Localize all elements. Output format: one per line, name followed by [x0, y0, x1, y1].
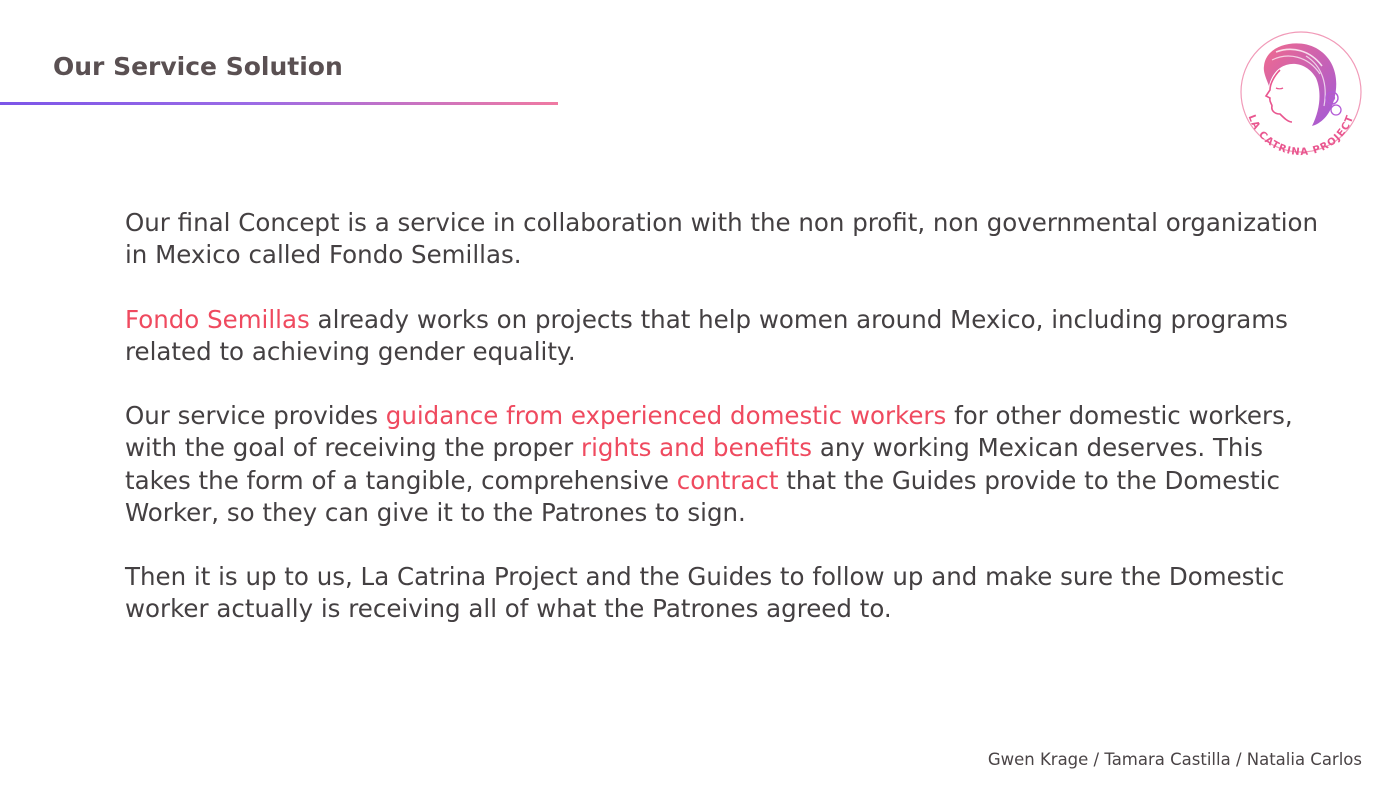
highlight-text: rights and benefits	[581, 433, 813, 463]
svg-text:LA CATRINA PROJECT	[1246, 113, 1357, 158]
paragraph-text: Our service provides	[125, 401, 386, 431]
slide-title: Our Service Solution	[53, 52, 343, 81]
highlight-text: guidance from experienced domestic workers	[385, 401, 947, 431]
paragraph-text: for other domestic workers, with the goal of receiving the proper	[125, 401, 1293, 463]
paragraph-4	[125, 561, 1320, 625]
body-text	[125, 207, 1320, 658]
title-underline	[0, 102, 558, 105]
paragraph-2	[125, 304, 1320, 368]
logo-text: LA CATRINA PROJECT	[1245, 113, 1357, 159]
paragraph-text: already works on projects that help women around Mexico, including programs related to achieving gender equality.	[125, 304, 1288, 366]
highlight-text: Fondo Semillas	[125, 304, 310, 334]
highlight-text: contract	[676, 465, 779, 495]
footer-authors: Gwen Krage / Tamara Castilla / Natalia Carlos	[987, 750, 1362, 769]
paragraph-text: Our final Concept is a service in collaboration with the non profit, non governmental organization in Mexico called Fondo Semillas.	[125, 208, 1319, 270]
la-catrina-logo-icon	[1236, 26, 1366, 164]
paragraph-text: that the Guides provide to the Domestic Worker, so they can give it to the Patrones to sign.	[125, 465, 1280, 527]
paragraph-1	[125, 207, 1320, 271]
paragraph-3	[125, 400, 1320, 529]
paragraph-text: any working Mexican deserves. This takes the form of a tangible, comprehensive	[125, 433, 1264, 495]
paragraph-text: Then it is up to us, La Catrina Project and the Guides to follow up and make sure the Domestic worker actually is receiving all of what the Patrones agreed to.	[125, 562, 1285, 624]
